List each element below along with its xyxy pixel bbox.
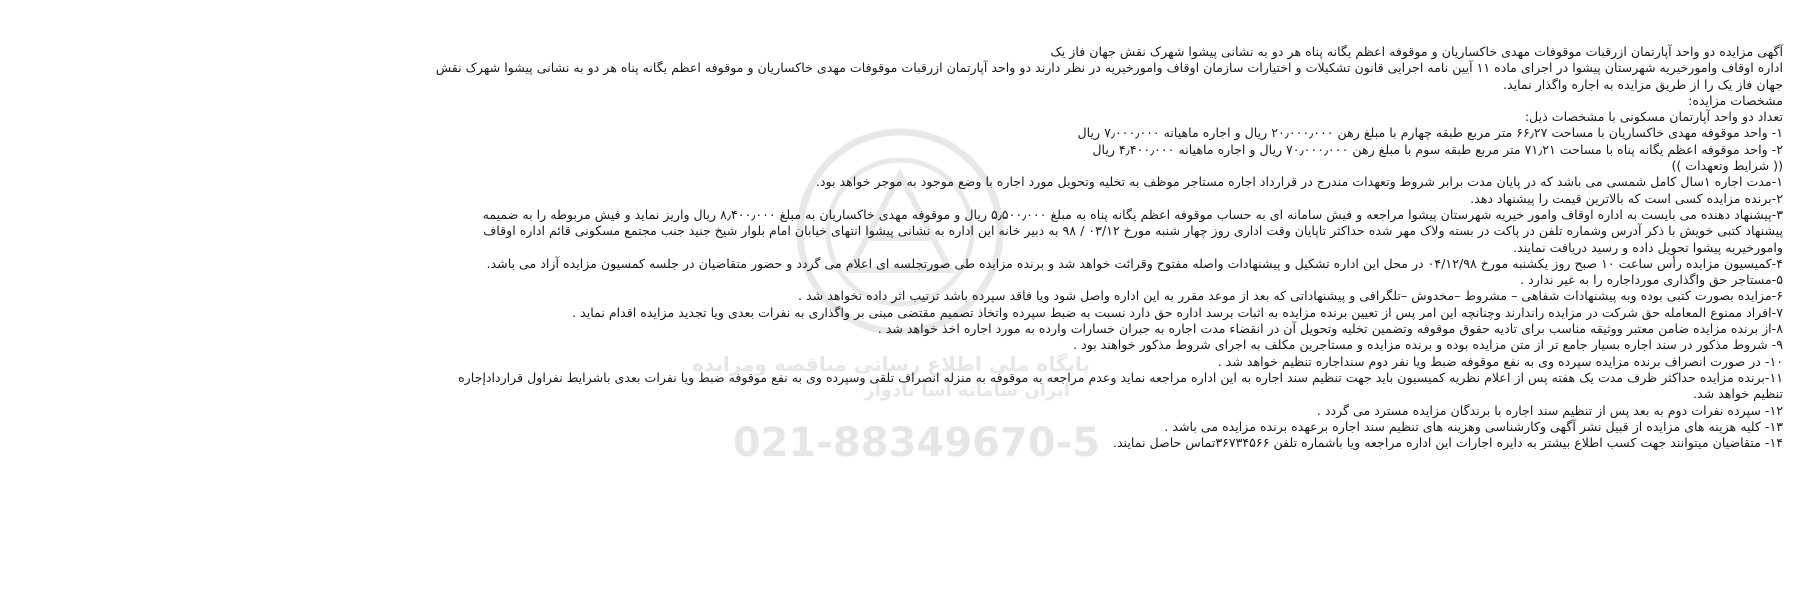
notice-intro-cont: جهان فاز یک را از طریق مزایده به اجاره واگذار نماید.: [1502, 76, 1783, 92]
unit-item: ۲- واحد موقوفه اعظم یگانه پناه با مساحت ۷۱٫۲۱ متر مربع طبقه سوم با مبلغ رهن ۷۰٫۰۰۰٫۰۰۰ ریال و اجاره ماهیانه ۴٫۴۰۰٫۰۰۰ ریال: [1092, 141, 1783, 157]
auction-notice: [133, 44, 1783, 451]
term-item-cont: تنظیم خواهد شد.: [1692, 386, 1783, 402]
unit-item: ۱- واحد موقوفه مهدی خاکساریان با مساحت ۶۶٫۲۷ متر مربع طبقه چهارم با مبلغ رهن ۲۰٫۰۰۰٫۰۰۰ ریال و اجاره ماهیانه ۷٫۰۰۰٫۰۰۰ ریال: [1077, 125, 1783, 141]
watermark-subtitle: ایران سامانه آسا نادوار: [864, 380, 1070, 401]
term-item: ۵-مستاجر حق واگذاری مورداجاره را به غیر ندارد .: [1520, 272, 1783, 288]
section-heading-specs: مشخصات مزایده:: [1688, 92, 1783, 108]
term-item: ۲-برنده مزایده کسی است که بالاترین قیمت را پیشنهاد دهد.: [1470, 190, 1783, 206]
term-item: ۱۰- در صورت انصراف برنده مزایده سپرده وی به نفع موقوفه ضبط ویا نفر دوم سنداجاره تنظیم خواهد شد .: [1217, 353, 1783, 369]
term-item: ۱۴- متقاضیان میتوانند جهت کسب اطلاع بیشتر به دایره اجارات این اداره مراجعه ویا باشماره تلفن ۳۶۷۳۴۵۶۶تماس حاصل نمایند.: [1112, 435, 1783, 451]
units-count: تعداد دو واحد آپارتمان مسکونی با مشخصات ذیل:: [1524, 109, 1783, 125]
term-item: ۱-مدت اجاره ۱سال کامل شمسی می باشد که در پایان مدت برابر شروط وتعهدات مندرج در قرارداد اجاره مستاجر موظف به تخلیه وتحویل مورد اجاره با وضع موجود به موجر خواهد بود.: [815, 174, 1783, 190]
term-item-cont: وامورخیریه پیشوا تحویل داده و رسید دریافت نمایند.: [1513, 239, 1783, 255]
notice-intro: اداره اوقاف وامورخیریه شهرستان پیشوا در اجرای ماده ۱۱ آیین نامه اجرایی قانون تشکیلات و اختیارات سازمان اوقاف وامورخیریه در نظر دارند دو واحد آپارتمان ازرقبات موقوفات مهدی خاکساریان و موقوفه اعظم یگانه پناه هر دو به نشانی پیشوا شهرک نقش: [435, 60, 1783, 76]
watermark-name: پایگاه ملی اطلاع رسانی مناقصه ومزایده: [691, 352, 1090, 376]
term-item: ۶-مزایده بصورت کتبی بوده وبه پیشنهادات شفاهی – مشروط –مخدوش –تلگرافی و پیشنهاداتی که بعد از موعد مقرر به این اداره واصل شود ویا فاقد سپرده باشد ترتیب اثر داده نخواهد شد .: [798, 288, 1783, 304]
watermark-phone: 021-88349670-5: [732, 420, 1100, 466]
term-item: ۹- شروط مذکور در سند اجاره بسیار جامع تر از متن مزایده بوده و برنده مزایده و مستاجرین مکلف به اجرای شروط مذکور خواهند بود .: [1073, 337, 1783, 353]
notice-title: آگهی مزایده دو واحد آپارتمان ازرقبات موقوفات مهدی خاکساریان و موقوفه اعظم یگانه پناه هر دو به نشانی پیشوا شهرک نقش جهان فاز یک: [1050, 44, 1783, 59]
section-heading-terms: (( شرایط وتعهدات )): [1671, 158, 1783, 174]
term-item-cont: پیشنهاد کتبی خویش با ذکر آدرس وشماره تلفن در پاکت در بسته ولاک مهر شده حداکثر تاپایان وقت اداری روز چهار شنبه مورخ ۰۳/۱۲ / ۹۸ به دبیر خانه این اداره به نشانی پیشوا انتهای خیابان امام بلوار شیخ جنید جنب مجتمع مسکونی قائم اداره اوقاف: [483, 223, 1783, 239]
term-item: ۴-کمیسیون مزایده رأس ساعت ۱۰ صبح روز یکشنبه مورخ ۰۴/۱۲/۹۸ در محل این اداره تشکیل و پیشنهادات واصله مفتوح وقرائت خواهد شد و برنده مزایده طی صورتجلسه ای اعلام می گردد و حضور متقاضیان در جلسه کمسیون مزایده آزاد می باشد.: [486, 255, 1783, 271]
term-item: ۱۱-برنده مزایده حداکثر ظرف مدت یک هفته پس از اعلام نظریه کمیسیون باید جهت تنظیم سند اجاره به این اداره مراجعه نماید وعدم مراجعه به موقوفه به منزله انصراف تلقی وسپرده وی به نفع موقوفه ضبط ویا نفرات بعدی باشرایط نفراول قراردادإجاره: [458, 369, 1783, 385]
term-item: ۸-از برنده مزایده ضامن معتبر ووثیقه مناسب برای تادیه حقوق موقوفه وتضمین تخلیه وتحویل آن در انقضاء مدت اجاره به جبران خسارات وارده به مورد اجاره اخذ خواهد شد .: [877, 321, 1783, 337]
term-item: ۷-افراد ممنوع المعامله حق شرکت در مزایده راندارند وچنانچه این امر پس از تعیین برنده مزایده به اثبات برسد اداره حق دارد نسبت به ضبط سپرده واتخاذ تصمیم مقتضی مبنی بر واگذاری به نفرات بعدی ویا تجدید مزایده اقدام نماید .: [572, 304, 1783, 320]
term-item: ۱۳- کلیه هزینه های مزایده از قبیل نشر آگهی وکارشناسی وهزینه های تنظیم سند اجاره برعهده برنده مزایده می باشد .: [1164, 418, 1783, 434]
term-item: ۱۲- سپرده نفرات دوم به بعد پس از تنظیم سند اجاره با برندگان مزایده مسترد می گردد .: [1316, 402, 1783, 418]
term-item: ۳-پیشنهاد دهنده می بایست به اداره اوقاف وامور خیریه شهرستان پیشوا مراجعه و فیش سامانه ای به حساب موقوفه اعظم یگانه پناه به مبلغ ۵٫۵۰۰٫۰۰۰ ریال و موقوفه مهدی خاکساریان به مبلغ ۸٫۴۰۰٫۰۰۰ ریال واریز نماید و فیش مربوطه را به ضمیمه: [482, 206, 1783, 222]
